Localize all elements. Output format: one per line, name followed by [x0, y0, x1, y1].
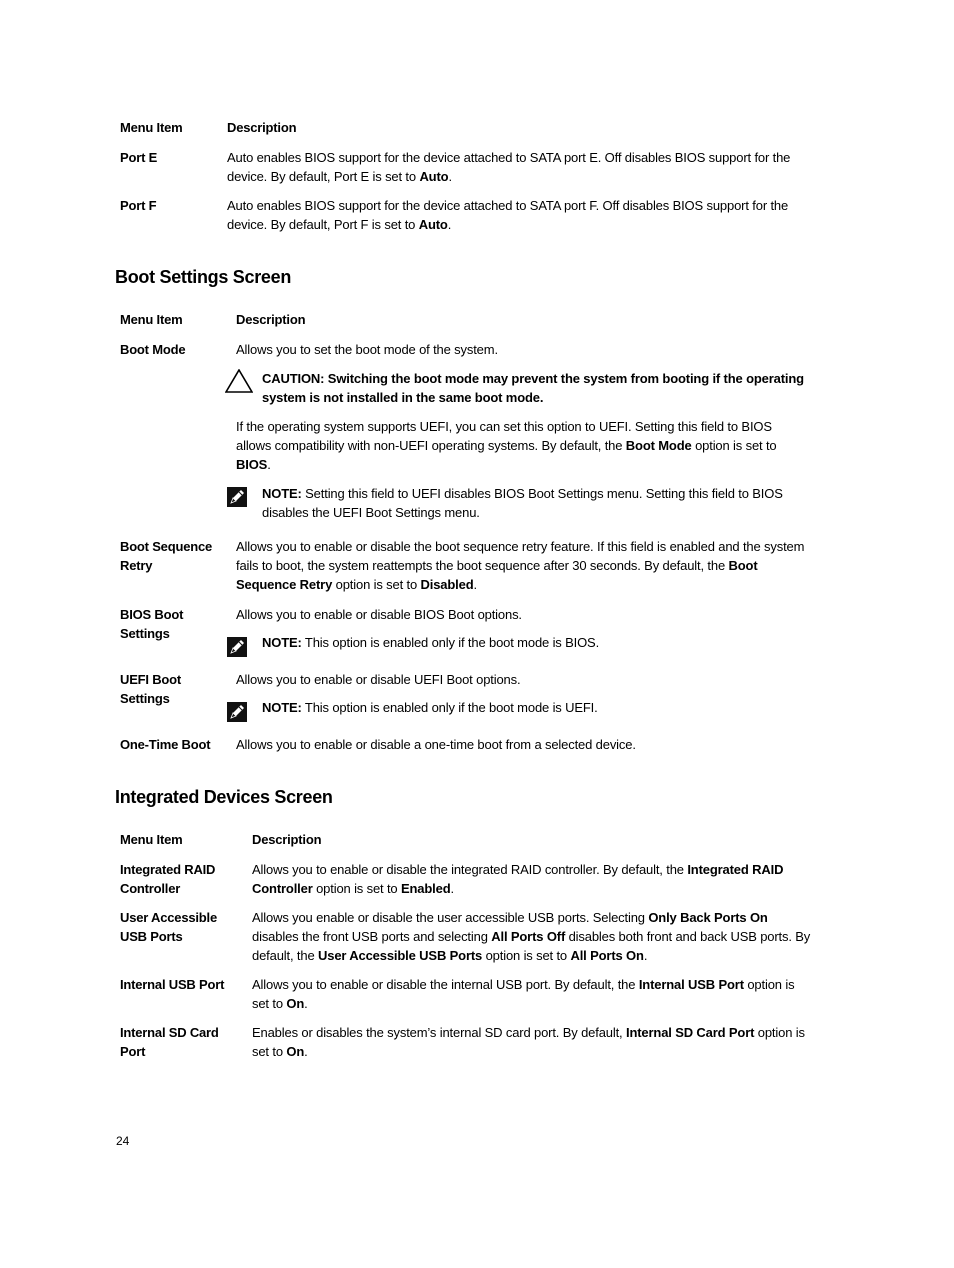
- menu-item-boot-mode: Boot Mode: [120, 342, 186, 357]
- col-header-menu-item: Menu Item: [120, 832, 183, 847]
- boot-mode-description: Allows you to set the boot mode of the system.: [236, 342, 498, 357]
- uefi-boot-description: Allows you to enable or disable UEFI Boot options.: [236, 672, 521, 687]
- note-pencil-icon: [226, 486, 248, 508]
- menu-item-boot-sequence-retry: Boot Sequence Retry: [120, 539, 213, 573]
- one-time-boot-description: Allows you to enable or disable a one-time boot from a selected device.: [236, 737, 636, 752]
- boot-mode-caution: CAUTION: Switching the boot mode may prevent the system from booting if the operating system is not installed in the same boot mode.: [262, 371, 804, 405]
- page-number: 24: [116, 1134, 130, 1148]
- menu-item-internal-sd-card-port: Internal SD Card Port: [120, 1025, 219, 1059]
- internal-sd-card-description: Enables or disables the system’s internal SD card port. By default, Internal SD Card Port option is set to On.: [252, 1025, 805, 1059]
- port-e-description: Auto enables BIOS support for the device attached to SATA port E. Off disables BIOS support for the device. By default, Port E is set to Auto.: [227, 150, 791, 184]
- menu-item-integrated-raid-controller: Integrated RAID Controller: [120, 862, 216, 896]
- menu-item-uefi-boot-settings: UEFI Boot Settings: [120, 672, 182, 706]
- col-header-description: Description: [252, 832, 322, 847]
- note-pencil-icon: [226, 636, 248, 658]
- caution-triangle-icon: [225, 369, 253, 393]
- bios-boot-note: NOTE: This option is enabled only if the boot mode is BIOS.: [262, 635, 600, 650]
- menu-item-port-e: Port E: [120, 150, 158, 165]
- integrated-devices-heading: Integrated Devices Screen: [115, 787, 333, 807]
- boot-mode-uefi-paragraph: If the operating system supports UEFI, you can set this option to UEFI. Setting this field to BIOS allows compatibility with non-UEFI operating systems. By default, the Boot Mode option is set to BIOS.: [236, 419, 777, 472]
- port-f-description: Auto enables BIOS support for the device attached to SATA port F. Off disables BIOS support for the device. By default, Port F is set to Auto.: [227, 198, 789, 232]
- integrated-raid-description: Allows you to enable or disable the integrated RAID controller. By default, the Integrated RAID Controller option is set to Enabled.: [252, 862, 784, 896]
- menu-item-internal-usb-port: Internal USB Port: [120, 977, 225, 992]
- menu-item-port-f: Port F: [120, 198, 157, 213]
- menu-item-user-accessible-usb-ports: User Accessible USB Ports: [120, 910, 217, 944]
- menu-item-bios-boot-settings: BIOS Boot Settings: [120, 607, 184, 641]
- col-header-description: Description: [236, 312, 306, 327]
- internal-usb-description: Allows you to enable or disable the internal USB port. By default, the Internal USB Port option is set to On.: [252, 977, 795, 1011]
- col-header-description: Description: [227, 120, 297, 135]
- user-usb-ports-description: Allows you enable or disable the user accessible USB ports. Selecting Only Back Ports On disables the front USB ports and selecting All Ports Off disables both front and back USB ports. By default, the User Accessible USB Ports option is set to All Ports On.: [252, 910, 811, 963]
- boot-mode-note: NOTE: Setting this field to UEFI disables BIOS Boot Settings menu. Setting this field to BIOS disables the UEFI Boot Settings menu.: [262, 486, 783, 520]
- uefi-boot-note: NOTE: This option is enabled only if the boot mode is UEFI.: [262, 700, 598, 715]
- col-header-menu-item: Menu Item: [120, 312, 183, 327]
- note-pencil-icon: [226, 701, 248, 723]
- bios-boot-description: Allows you to enable or disable BIOS Boot options.: [236, 607, 522, 622]
- col-header-menu-item: Menu Item: [120, 120, 183, 135]
- boot-sequence-retry-description: Allows you to enable or disable the boot sequence retry feature. If this field is enabled and the system fails to boot, the system reattempts the boot sequence after 30 seconds. By default, the Boot Sequence Retry option is set to Disabled.: [236, 539, 805, 592]
- menu-item-one-time-boot: One-Time Boot: [120, 737, 211, 752]
- boot-settings-heading: Boot Settings Screen: [115, 267, 292, 287]
